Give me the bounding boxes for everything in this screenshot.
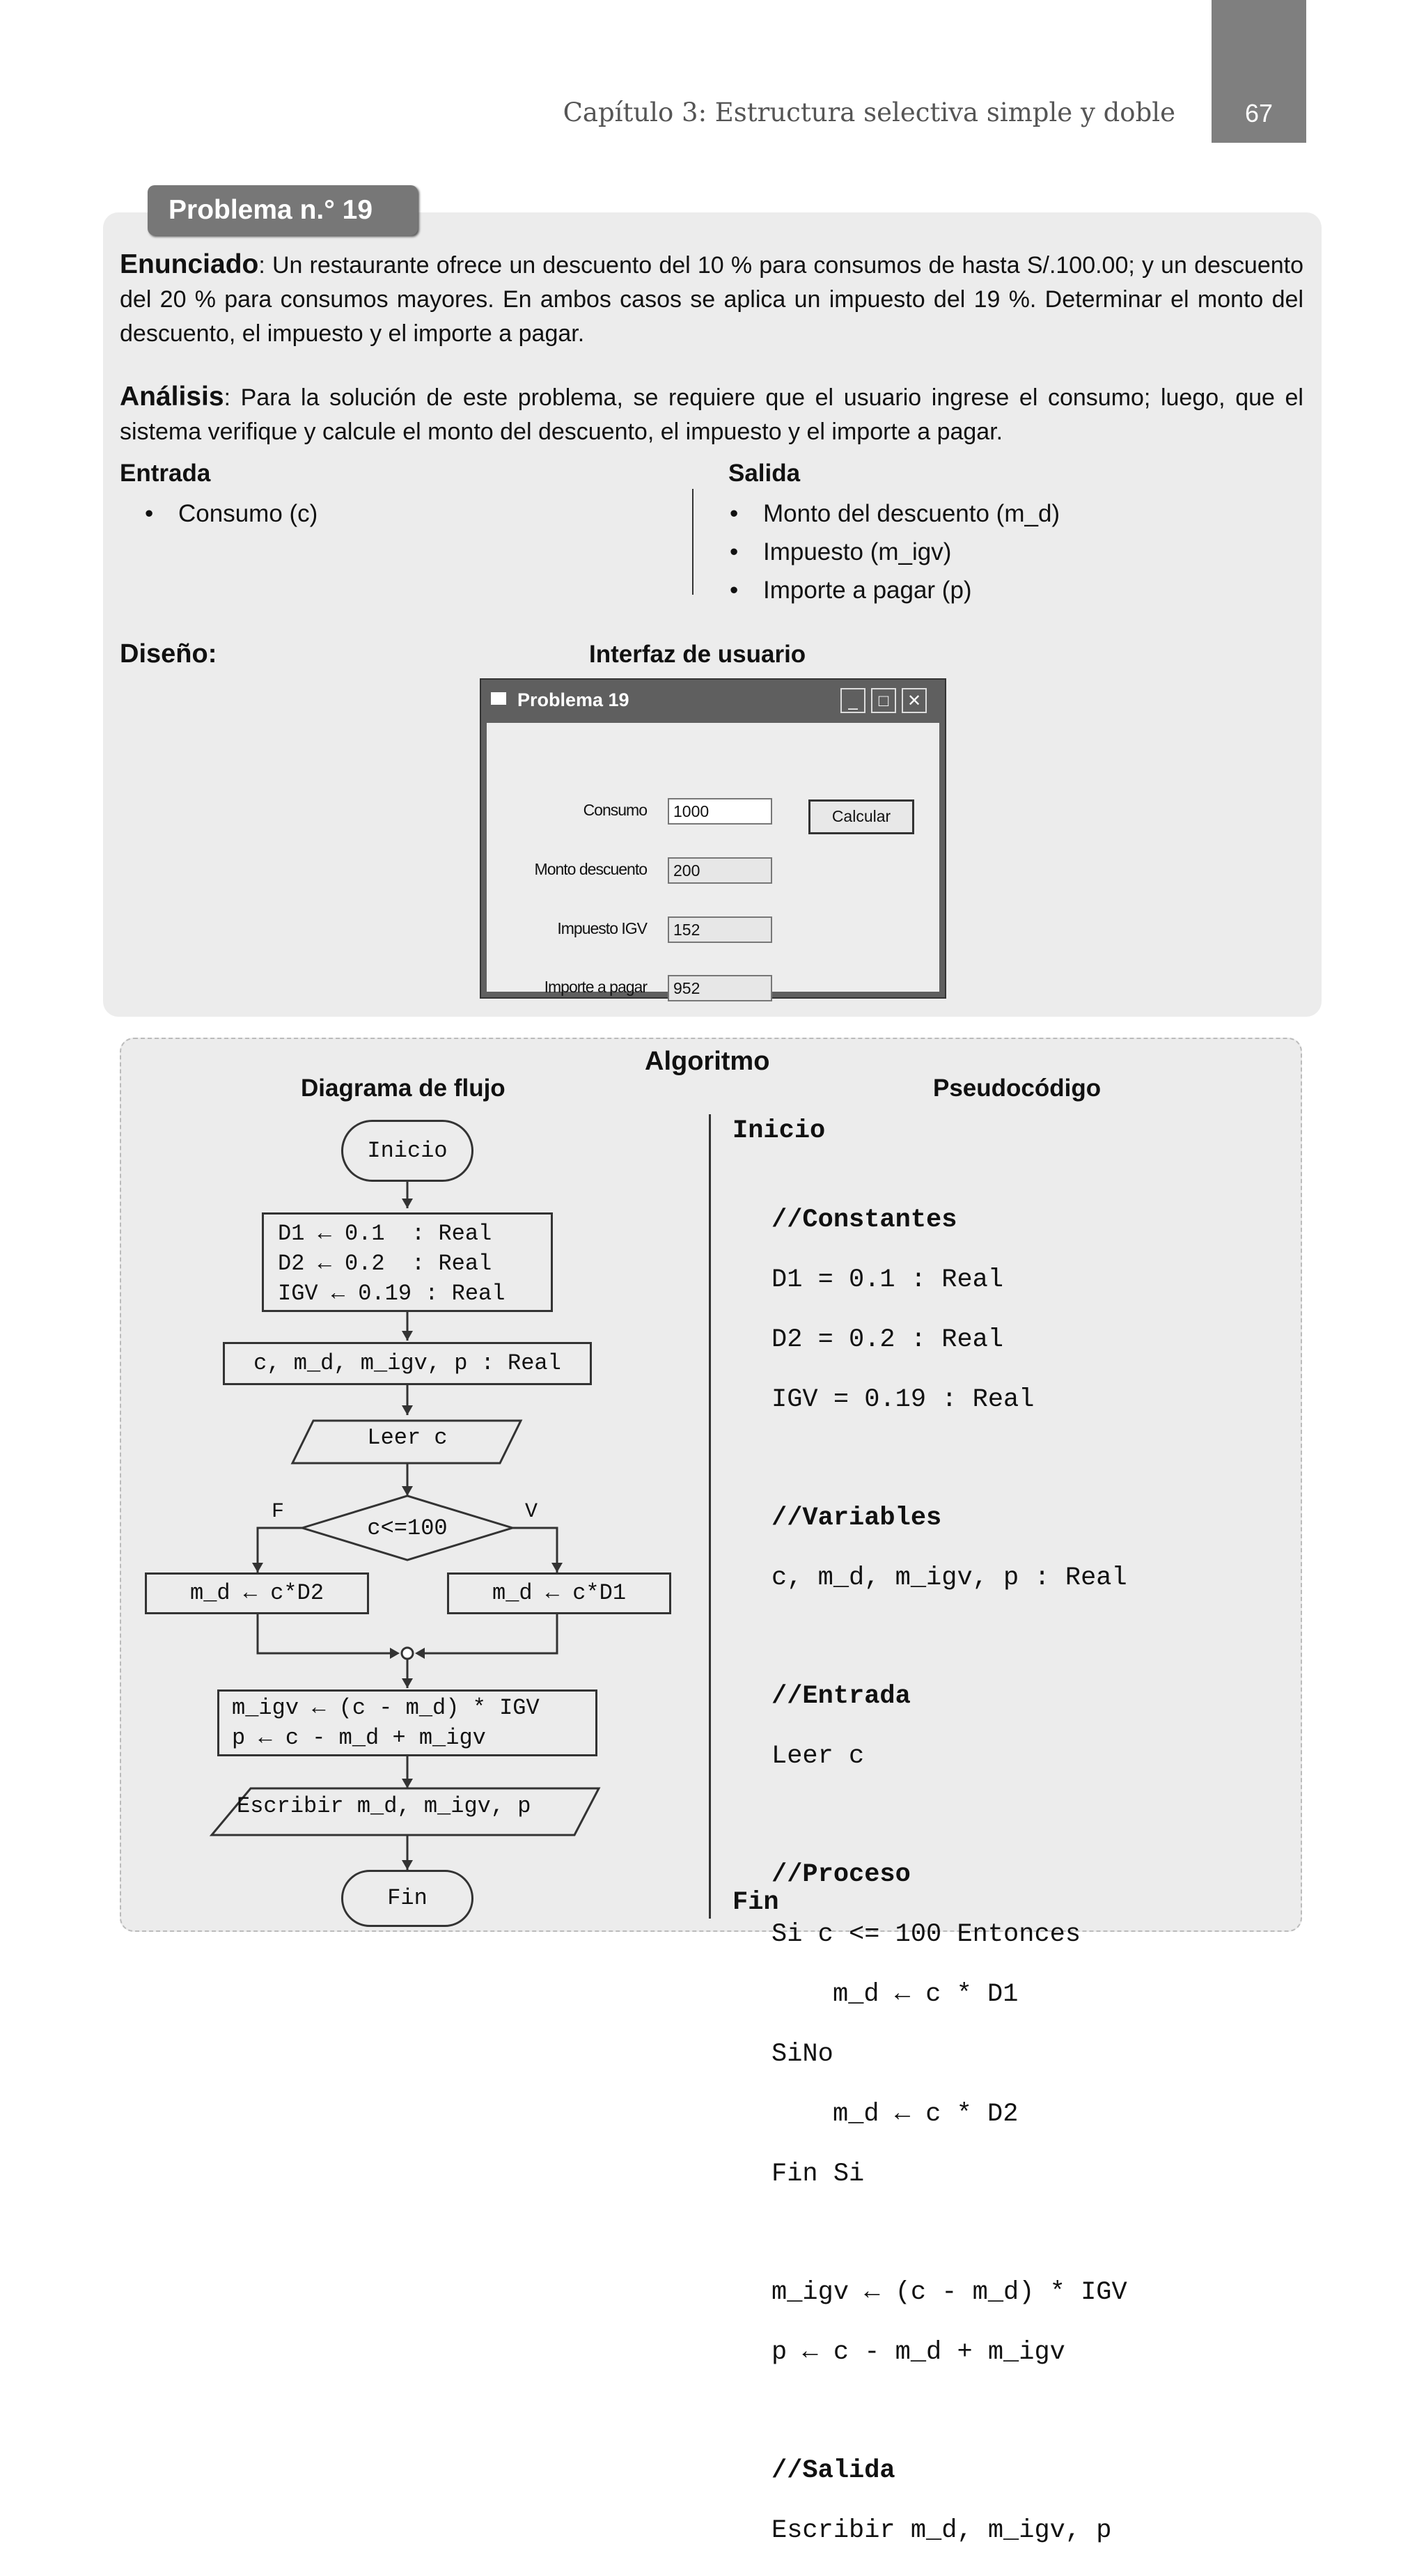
interfaz-label: Interfaz de usuario <box>589 641 806 668</box>
analisis-text: : Para la solución de este problema, se requiere que el usuario ingrese el consumo; luego, que el sistema verifique y calcule el monto del descuento, el impuesto y el importe a pagar. <box>120 384 1303 445</box>
pseudo-gap <box>771 2398 1127 2426</box>
true-label: V <box>525 1500 538 1524</box>
monto-descuento-output[interactable]: 200 <box>668 857 772 884</box>
pseudo-comment: //Salida <box>771 2456 895 2485</box>
const-line: IGV ← 0.19 : Real <box>278 1281 506 1306</box>
false-label: F <box>272 1500 285 1524</box>
pseudo-line: IGV = 0.19 : Real <box>771 1385 1035 1414</box>
pseudo-fin: Fin <box>732 1888 779 1917</box>
pseudo-line: Fin Si <box>771 2160 865 2189</box>
variables-box: c, m_d, m_igv, p : Real <box>223 1342 592 1385</box>
consumo-label: Consumo <box>583 801 647 819</box>
monto-descuento-label: Monto descuento <box>534 860 647 878</box>
pseudo-comment: //Variables <box>771 1504 942 1533</box>
calculation-box <box>217 1689 597 1756</box>
entrada-title: Entrada <box>120 460 211 487</box>
calcular-button[interactable]: Calcular <box>808 799 914 834</box>
problem-badge: Problema n.° 19 <box>148 185 418 235</box>
false-branch-box: m_d ← c*D2 <box>145 1572 369 1614</box>
enunciado-label: Enunciado <box>120 249 259 279</box>
impuesto-igv-label: Impuesto IGV <box>557 919 647 937</box>
pseudo-line: m_d ← c * D1 <box>833 1980 1019 2009</box>
salida-title: Salida <box>728 460 801 487</box>
pseudo-line: SiNo <box>771 2040 833 2069</box>
close-icon[interactable]: ✕ <box>902 688 927 713</box>
consumo-input[interactable]: 1000 <box>668 798 772 825</box>
constants-box <box>262 1212 553 1312</box>
read-label: Leer c <box>367 1425 448 1451</box>
impuesto-igv-output[interactable]: 152 <box>668 916 772 943</box>
window-title: Problema 19 <box>517 689 629 710</box>
calc-line: p ← c - m_d + m_igv <box>232 1725 486 1751</box>
calc-line: m_igv ← (c - m_d) * IGV <box>232 1695 540 1721</box>
pseudo-line: D2 = 0.2 : Real <box>771 1325 1004 1355</box>
pseudo-line: m_igv ← (c - m_d) * IGV <box>771 2278 1127 2307</box>
decision-label: c<=100 <box>367 1515 448 1541</box>
pseudo-inicio: Inicio <box>732 1116 826 1146</box>
pseudo-comment: //Proceso <box>771 1860 911 1889</box>
pseudo-line: Leer c <box>771 1742 865 1771</box>
salida-list <box>705 494 1060 609</box>
flowchart-title: Diagrama de flujo <box>301 1075 506 1102</box>
maximize-icon[interactable]: □ <box>871 688 896 713</box>
minimize-icon[interactable]: _ <box>840 688 865 713</box>
analisis-label: Análisis <box>120 382 224 412</box>
pseudocode-block <box>771 1176 1127 2576</box>
write-label: Escribir m_d, m_igv, p <box>237 1793 531 1819</box>
salida-item: • Impuesto (m_igv) <box>705 533 1060 571</box>
page-number: 67 <box>1244 99 1274 127</box>
importe-pagar-output[interactable]: 952 <box>668 975 772 1001</box>
pseudo-comment: //Constantes <box>771 1205 957 1235</box>
pseudo-gap <box>771 1802 1127 1830</box>
pseudo-line: p ← c - m_d + m_igv <box>771 2338 1065 2367</box>
diseno-label: Diseño: <box>120 639 217 669</box>
const-line: D2 ← 0.2 : Real <box>278 1251 492 1277</box>
pseudocode-title: Pseudocódigo <box>933 1075 1102 1102</box>
true-branch-box: m_d ← c*D1 <box>447 1572 671 1614</box>
salida-item: • Importe a pagar (p) <box>705 571 1060 609</box>
pseudo-line: Escribir m_d, m_igv, p <box>771 2516 1112 2545</box>
pseudo-line: D1 = 0.1 : Real <box>771 1265 1004 1295</box>
start-terminal: Inicio <box>341 1120 473 1182</box>
salida-item: • Monto del descuento (m_d) <box>705 494 1060 533</box>
pseudo-comment: //Entrada <box>771 1682 911 1711</box>
end-terminal: Fin <box>341 1870 473 1927</box>
pseudo-gap <box>771 1445 1127 1474</box>
enunciado-text: : Un restaurante ofrece un descuento del 10 % para consumos de hasta S/.100.00; y un descuento del 20 % para consumos mayores. En ambos casos se aplica un impuesto del 19 %. Determinar el monto del descuento, el impuesto y el importe a pagar. <box>120 252 1303 347</box>
pseudo-line: c, m_d, m_igv, p : Real <box>771 1563 1127 1593</box>
entrada-item: • Consumo (c) <box>120 494 318 533</box>
pseudo-gap <box>771 2219 1127 2248</box>
pseudo-line: m_d ← c * D2 <box>833 2100 1019 2129</box>
pseudo-line: Si c <= 100 Entonces <box>771 1920 1081 1949</box>
algorithm-title: Algoritmo <box>645 1047 770 1076</box>
pseudo-gap <box>771 1623 1127 1652</box>
const-line: D1 ← 0.1 : Real <box>278 1221 492 1247</box>
importe-pagar-label: Importe a pagar <box>544 978 647 996</box>
chapter-title: Capítulo 3: Estructura selectiva simple y doble <box>563 97 1175 127</box>
